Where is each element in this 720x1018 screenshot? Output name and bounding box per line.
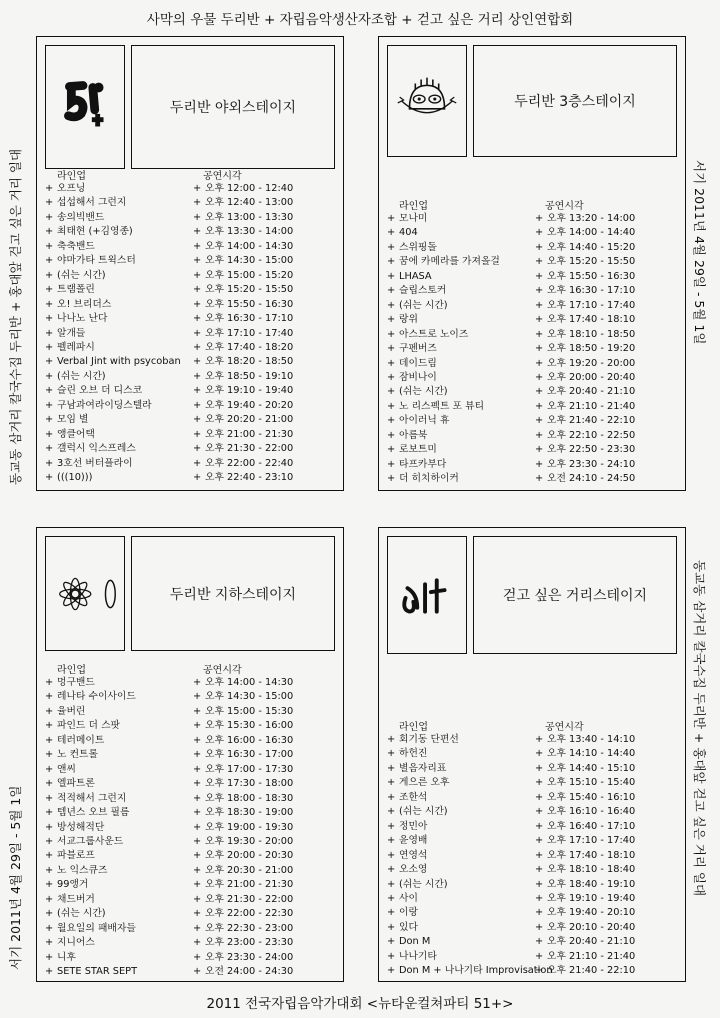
list-item: + 오후 20:30 - 21:00 (193, 864, 293, 878)
lineup-list (45, 676, 137, 980)
poster-footer: 2011 전국자립음악가대회 <뉴타운컬쳐파티 51+> (206, 996, 514, 1012)
list-item: + (쉬는 시간) (387, 299, 500, 313)
stage-logo-box (45, 45, 125, 169)
lineup-header: 라인업 (399, 722, 428, 733)
list-item: + 오후 22:00 - 22:40 (193, 457, 293, 471)
glyph-logo-icon (388, 537, 466, 653)
list-item: + 이랑 (387, 906, 553, 920)
list-item: + 연영석 (387, 849, 553, 863)
list-item: + 구남과여라이딩스텔라 (45, 399, 181, 413)
list-item: + 오후 14:40 - 15:10 (535, 762, 635, 776)
list-item: + 타프카부다 (387, 458, 500, 472)
list-item: + 오후 22:00 - 22:30 (193, 907, 293, 921)
list-item: + 오후 18:10 - 18:50 (535, 328, 635, 342)
stage-logo-box (45, 536, 125, 651)
list-item: + 오후 17:10 - 17:40 (535, 834, 635, 848)
list-item: + 오후 16:40 - 17:10 (535, 820, 635, 834)
list-item: + 오후 19:40 - 20:20 (193, 399, 293, 413)
list-item: + 알개들 (45, 327, 181, 341)
showtime-header: 공연시각 (203, 665, 242, 676)
list-item: + (쉬는 시간) (387, 805, 553, 819)
list-item: + 모임 별 (45, 413, 181, 427)
list-item: + 오후 18:40 - 19:10 (535, 878, 635, 892)
list-item: + 노 익스큐즈 (45, 864, 137, 878)
list-item: + 송의빅밴드 (45, 211, 181, 225)
list-item: + 오후 13:20 - 14:00 (535, 212, 635, 226)
stage-panel-street (378, 527, 686, 982)
list-item: + 오후 18:50 - 19:10 (193, 370, 293, 384)
list-item: + 데이드림 (387, 357, 500, 371)
list-item: + 오후 14:00 - 14:40 (535, 226, 635, 240)
stage-panel-basement (36, 527, 344, 982)
list-item: + 오후 20:10 - 20:40 (535, 921, 635, 935)
list-item: + 스위핑돌 (387, 241, 500, 255)
list-item: + 조한석 (387, 791, 553, 805)
list-item: + 오후 15:50 - 16:30 (535, 270, 635, 284)
list-item: + 오후 15:00 - 15:30 (193, 705, 293, 719)
list-item: + 오후 23:30 - 24:00 (193, 951, 293, 965)
stage-logo-box (387, 45, 467, 157)
list-item: + 오후 20:00 - 20:40 (535, 371, 635, 385)
list-item: + 윤영배 (387, 834, 553, 848)
stage-panel-3f (378, 36, 686, 491)
list-item: + 오후 19:10 - 19:40 (193, 384, 293, 398)
list-item: + 오후 18:20 - 18:50 (193, 355, 293, 369)
list-item: + 오후 17:40 - 18:20 (193, 341, 293, 355)
list-item: + 슬립스토커 (387, 284, 500, 298)
list-item: + 있다 (387, 921, 553, 935)
list-item: + 랑위 (387, 313, 500, 327)
lineup-header: 라인업 (399, 201, 428, 212)
list-item: + 방성해적단 (45, 821, 137, 835)
list-item: + SETE STAR SEPT (45, 965, 137, 979)
list-item: + 갤럭시 익스프레스 (45, 442, 181, 456)
side-caption-left-top: 동교동 삼거리 칼국수집 두리반 + 홍대앞 걷고 싶은 거리 일대 (8, 148, 23, 485)
eye-hand-logo-icon (388, 46, 466, 156)
lineup-list (387, 733, 553, 979)
list-item: + (쉬는 시간) (45, 269, 181, 283)
list-item: + (((10))) (45, 471, 181, 485)
stage-panel-outdoor (36, 36, 344, 491)
list-item: + 오후 18:50 - 19:20 (535, 342, 635, 356)
list-item: + 오후 13:40 - 14:10 (535, 733, 635, 747)
list-item: + 아스트로 노이즈 (387, 328, 500, 342)
list-item: + 지니어스 (45, 936, 137, 950)
list-item: + 오후 15:40 - 16:10 (535, 791, 635, 805)
stage-title-box: 두리반 야외스테이지 (131, 45, 335, 169)
showtime-list (535, 212, 635, 487)
list-item: + 오후 14:10 - 14:40 (535, 747, 635, 761)
showtime-list (535, 733, 635, 979)
stage-title-box: 두리반 지하스테이지 (131, 536, 335, 651)
list-item: + 오전 24:00 - 24:30 (193, 965, 293, 979)
list-item: + 오후 17:40 - 18:10 (535, 849, 635, 863)
list-item: + 오후 13:30 - 14:00 (193, 225, 293, 239)
list-item: + 오후 19:00 - 19:30 (193, 821, 293, 835)
list-item: + 노 컨트롤 (45, 748, 137, 762)
list-item: + 오후 12:40 - 13:00 (193, 196, 293, 210)
list-item: + 오후 18:10 - 18:40 (535, 863, 635, 877)
list-item: + (쉬는 시간) (387, 878, 553, 892)
list-item: + 더 히치하이커 (387, 472, 500, 486)
list-item: + 사이 (387, 892, 553, 906)
list-item: + Don M + 나나기타 Improvisation (387, 964, 553, 978)
list-item: + 오후 23:30 - 24:10 (535, 458, 635, 472)
list-item: + 오후 17:10 - 17:40 (535, 299, 635, 313)
lineup-header: 라인업 (57, 171, 86, 182)
list-item: + 구펜버즈 (387, 342, 500, 356)
list-item: + 99앵거 (45, 878, 137, 892)
list-item: + 서교그룹사운드 (45, 835, 137, 849)
list-item: + 오! 브리더스 (45, 298, 181, 312)
list-item: + 축축밴드 (45, 240, 181, 254)
list-item: + 오후 22:50 - 23:30 (535, 443, 635, 457)
list-item: + 오프닝 (45, 182, 181, 196)
list-item: + 오후 20:40 - 21:10 (535, 385, 635, 399)
list-item: + 슬린 오브 더 디스코 (45, 384, 181, 398)
list-item: + 템년스 오브 필름 (45, 806, 137, 820)
list-item: + 앤씨 (45, 763, 137, 777)
list-item: + 오후 12:00 - 12:40 (193, 182, 293, 196)
list-item: + 오후 17:30 - 18:00 (193, 777, 293, 791)
list-item: + 최태현 (+김영종) (45, 225, 181, 239)
list-item: + 오후 22:10 - 22:50 (535, 429, 635, 443)
showtime-header: 공연시각 (545, 722, 584, 733)
list-item: + 아름북 (387, 429, 500, 443)
list-item: + 404 (387, 226, 500, 240)
list-item: + 로보트미 (387, 443, 500, 457)
list-item: + 하헌진 (387, 747, 553, 761)
list-item: + 오후 16:10 - 16:40 (535, 805, 635, 819)
lineup-header: 라인업 (57, 665, 86, 676)
list-item: + 모나미 (387, 212, 500, 226)
side-caption-right-bottom: 동교동 삼거리 칼국수집 두리반 + 홍대앞 걷고 싶은 거리 일대 (692, 560, 707, 897)
list-item: + 오후 14:30 - 15:00 (193, 254, 293, 268)
list-item: + 오후 19:10 - 19:40 (535, 892, 635, 906)
list-item: + 회기동 단편선 (387, 733, 553, 747)
list-item: + 오후 19:20 - 20:00 (535, 357, 635, 371)
stage-title-box: 두리반 3층스테이지 (473, 45, 677, 157)
list-item: + 오후 21:40 - 22:10 (535, 414, 635, 428)
list-item: + 정민아 (387, 820, 553, 834)
list-item: + 잠비나이 (387, 371, 500, 385)
list-item: + 별음자리표 (387, 762, 553, 776)
list-item: + 노 리스펙트 포 뷰티 (387, 400, 500, 414)
list-item: + Don M (387, 935, 553, 949)
lineup-list (387, 212, 500, 487)
list-item: + 오후 14:40 - 15:20 (535, 241, 635, 255)
list-item: + 니후 (45, 951, 137, 965)
list-item: + 오후 21:10 - 21:40 (535, 400, 635, 414)
list-item: + (쉬는 시간) (45, 907, 137, 921)
51-plus-logo-icon (46, 46, 124, 168)
showtime-list (193, 676, 293, 980)
list-item: + Verbal Jint with psycoban (45, 355, 181, 369)
list-item: + 야마가타 트윅스터 (45, 254, 181, 268)
list-item: + 월요일의 패배자들 (45, 922, 137, 936)
list-item: + 오소영 (387, 863, 553, 877)
list-item: + 펠레파시 (45, 341, 181, 355)
list-item: + 율버린 (45, 705, 137, 719)
list-item: + 엘파트론 (45, 777, 137, 791)
list-item: + 오전 24:10 - 24:50 (535, 472, 635, 486)
list-item: + 오후 13:00 - 13:30 (193, 211, 293, 225)
list-item: + 멍구밴드 (45, 676, 137, 690)
list-item: + 오후 22:40 - 23:10 (193, 471, 293, 485)
list-item: + 오후 23:00 - 23:30 (193, 936, 293, 950)
list-item: + 오후 15:30 - 16:00 (193, 719, 293, 733)
list-item: + 게으른 오후 (387, 776, 553, 790)
list-item: + 오후 18:30 - 19:00 (193, 806, 293, 820)
list-item: + 오후 17:40 - 18:10 (535, 313, 635, 327)
list-item: + (쉬는 시간) (45, 370, 181, 384)
list-item: + 오후 20:40 - 21:10 (535, 935, 635, 949)
list-item: + 오후 21:30 - 22:00 (193, 893, 293, 907)
list-item: + 파블로프 (45, 849, 137, 863)
list-item: + 오후 16:30 - 17:10 (535, 284, 635, 298)
list-item: + 오후 15:10 - 15:40 (535, 776, 635, 790)
list-item: + 트램폴린 (45, 283, 181, 297)
list-item: + 오후 17:10 - 17:40 (193, 327, 293, 341)
list-item: + 오후 17:00 - 17:30 (193, 763, 293, 777)
list-item: + 오후 20:20 - 21:00 (193, 413, 293, 427)
flower-ellipse-logo-icon (46, 537, 124, 650)
list-item: + 레나타 수이사이드 (45, 690, 137, 704)
showtime-header: 공연시각 (203, 171, 242, 182)
list-item: + 오후 19:40 - 20:10 (535, 906, 635, 920)
list-item: + LHASA (387, 270, 500, 284)
list-item: + 오후 14:30 - 15:00 (193, 690, 293, 704)
list-item: + 오후 21:00 - 21:30 (193, 878, 293, 892)
list-item: + 적적해서 그런지 (45, 792, 137, 806)
list-item: + 3호선 버터플라이 (45, 457, 181, 471)
list-item: + 테러메이트 (45, 734, 137, 748)
list-item: + 오후 18:00 - 18:30 (193, 792, 293, 806)
list-item: + 오후 15:50 - 16:30 (193, 298, 293, 312)
stage-title-box: 걷고 싶은 거리스테이지 (473, 536, 677, 654)
list-item: + 오후 20:00 - 20:30 (193, 849, 293, 863)
list-item: + 오후 16:00 - 16:30 (193, 734, 293, 748)
list-item: + 오후 14:00 - 14:30 (193, 676, 293, 690)
list-item: + 오후 21:40 - 22:10 (535, 964, 635, 978)
list-item: + 나나노 난다 (45, 312, 181, 326)
list-item: + 나나기타 (387, 950, 553, 964)
list-item: + 오후 16:30 - 17:00 (193, 748, 293, 762)
stage-logo-box (387, 536, 467, 654)
list-item: + 아이러닉 휴 (387, 414, 500, 428)
list-item: + 오후 14:00 - 14:30 (193, 240, 293, 254)
list-item: + 오후 21:30 - 22:00 (193, 442, 293, 456)
list-item: + 오후 15:00 - 15:20 (193, 269, 293, 283)
list-item: + 오후 15:20 - 15:50 (193, 283, 293, 297)
list-item: + 오후 15:20 - 15:50 (535, 255, 635, 269)
list-item: + 꿈에 카메라를 가져올걸 (387, 255, 500, 269)
list-item: + 오후 22:30 - 23:00 (193, 922, 293, 936)
side-caption-right-top: 서기 2011년 4월 29일 - 5월 1일 (692, 160, 707, 345)
list-item: + 채드버거 (45, 893, 137, 907)
list-item: + 오후 19:30 - 20:00 (193, 835, 293, 849)
list-item: + 섭섭해서 그런지 (45, 196, 181, 210)
list-item: + 오후 21:10 - 21:40 (535, 950, 635, 964)
showtime-header: 공연시각 (545, 201, 584, 212)
list-item: + 앵클어택 (45, 428, 181, 442)
showtime-list (193, 182, 293, 486)
list-item: + 오후 16:30 - 17:10 (193, 312, 293, 326)
poster-header: 사막의 우물 두리반 + 자립음악생산자조합 + 걷고 싶은 거리 상인연합회 (146, 12, 574, 28)
list-item: + 오후 21:00 - 21:30 (193, 428, 293, 442)
lineup-list (45, 182, 181, 486)
list-item: + (쉬는 시간) (387, 385, 500, 399)
side-caption-left-bottom: 서기 2011년 4월 29일 - 5월 1일 (8, 785, 23, 970)
list-item: + 파인드 더 스팟 (45, 719, 137, 733)
